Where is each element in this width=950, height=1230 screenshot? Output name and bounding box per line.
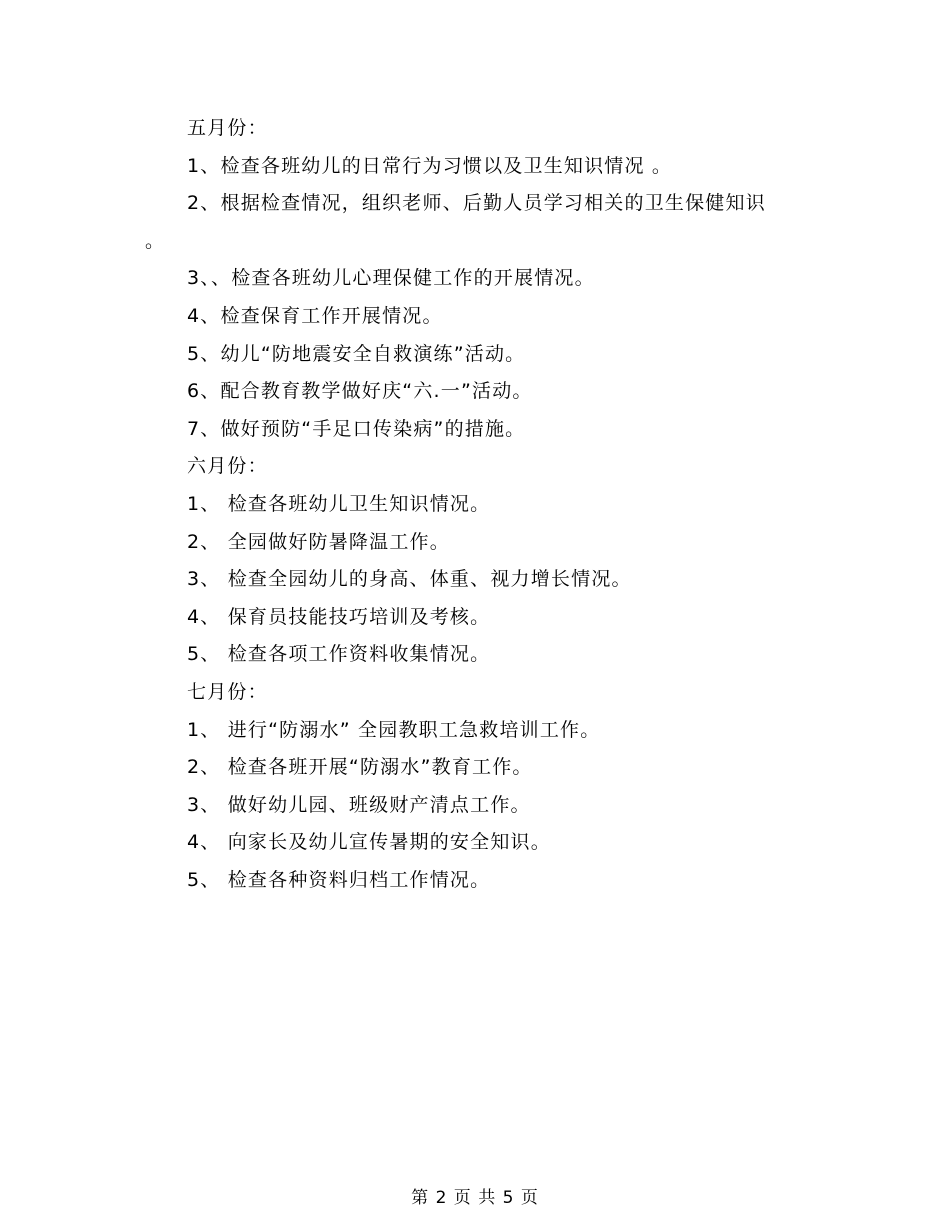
list-item: 4、 保育员技能技巧培训及考核。: [187, 605, 491, 628]
list-item: 1、 检查各班幼儿卫生知识情况。: [187, 492, 491, 515]
list-item: 1、检查各班幼儿的日常行为习惯以及卫生知识情况 。: [187, 154, 673, 177]
document-body: [145, 110, 815, 899]
list-item: 5、幼儿“防地震安全自救演练”活动。: [187, 342, 526, 365]
list-item: 3、、检查各班幼儿心理保健工作的开展情况。: [187, 267, 595, 290]
list-item: 6、配合教育教学做好庆“六.一”活动。: [187, 380, 533, 403]
list-item: 3、 检查全园幼儿的身高、体重、视力增长情况。: [187, 568, 632, 591]
list-item: 3、 做好幼儿园、班级财产清点工作。: [187, 793, 531, 816]
list-item: 4、检查保育工作开展情况。: [187, 304, 443, 327]
list-item: 5、 检查各项工作资料收集情况。: [187, 643, 491, 666]
section-heading-may: 五月份：: [187, 117, 268, 139]
page-footer: 第 2 页 共 5 页: [411, 1188, 539, 1208]
section-heading-june: 六月份：: [187, 455, 268, 478]
list-item: 2、 全园做好防暑降温工作。: [187, 530, 450, 553]
wrapped-line-tail: 。: [145, 229, 166, 252]
list-item: 2、根据检查情况，组织老师、后勤人员学习相关的卫生保健知识: [187, 192, 766, 215]
list-item: 2、 检查各班开展“防溺水”教育工作。: [187, 756, 533, 779]
list-item: 5、 检查各种资料归档工作情况。: [187, 868, 491, 891]
section-heading-july: 七月份：: [187, 680, 268, 703]
list-item: 1、 进行“防溺水” 全园教职工急救培训工作。: [187, 718, 601, 741]
list-item: 4、 向家长及幼儿宣传暑期的安全知识。: [187, 831, 551, 854]
list-item: 7、做好预防“手足口传染病”的措施。: [187, 417, 526, 440]
